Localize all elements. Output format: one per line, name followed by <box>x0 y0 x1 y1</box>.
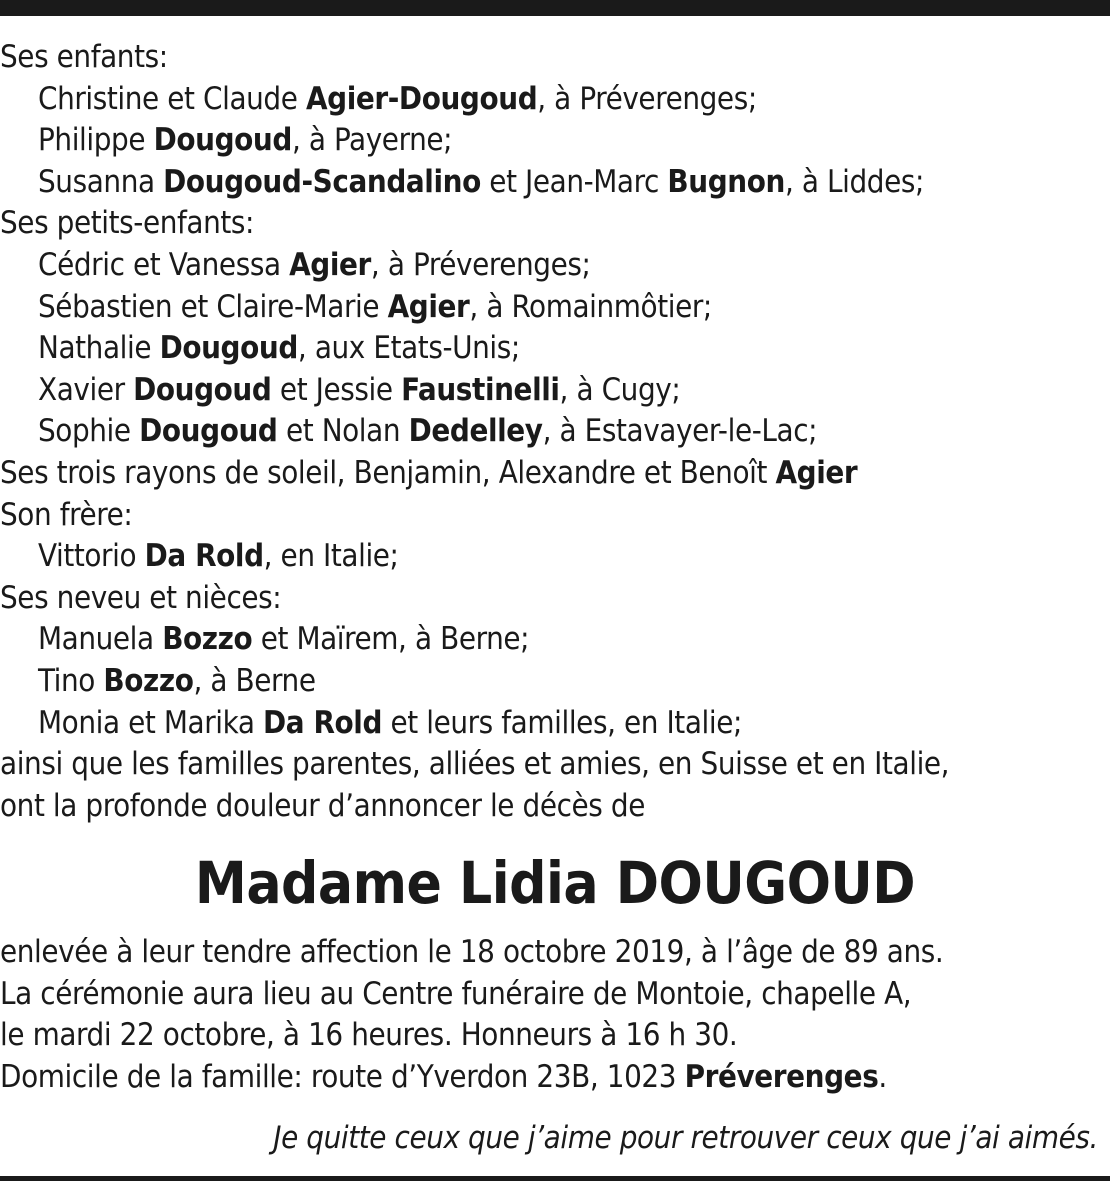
place-name: Préverenges <box>684 1058 879 1095</box>
text-fragment: Monia et Marika <box>38 704 263 741</box>
family-line <box>0 370 1110 412</box>
family-line <box>0 578 1110 620</box>
surname: Dougoud <box>159 330 298 367</box>
text-fragment: , à Cugy; <box>559 371 681 408</box>
family-line <box>0 79 1110 121</box>
surname: Da Rold <box>144 538 264 575</box>
surname: Agier <box>289 246 371 283</box>
text-fragment: , à Liddes; <box>784 163 925 200</box>
family-list <box>0 37 1110 827</box>
family-line <box>0 786 1110 828</box>
text-fragment: , aux Etats-Unis; <box>297 330 520 367</box>
family-line <box>0 619 1110 661</box>
text-fragment: Tino <box>38 662 104 699</box>
text-fragment: Philippe <box>38 122 154 159</box>
family-line <box>0 703 1110 745</box>
text-fragment: , à Estavayer-le-Lac; <box>542 413 818 450</box>
text-fragment: Manuela <box>38 621 163 658</box>
text-fragment: enlevée à leur tendre affection le 18 octobre 2019, à l’âge de 89 ans. <box>0 934 944 970</box>
text-fragment: Ses enfants: <box>0 39 168 75</box>
text-fragment: Cédric et Vanessa <box>38 246 290 283</box>
text-fragment: , à Berne <box>193 662 316 699</box>
family-line <box>0 536 1110 578</box>
family-line <box>0 37 1110 79</box>
surname: Agier <box>387 288 470 325</box>
family-line <box>0 328 1110 370</box>
surname: Bozzo <box>103 662 194 699</box>
surname: Agier <box>775 454 858 491</box>
family-line <box>0 495 1110 537</box>
text-fragment: , à Payerne; <box>291 122 453 159</box>
text-fragment: La cérémonie aura lieu au Centre funéraire de Montoie, chapelle A, <box>0 975 912 1012</box>
text-fragment: Christine et Claude <box>38 80 306 117</box>
family-line <box>0 744 1110 786</box>
text-fragment: , en Italie; <box>263 538 399 575</box>
closing-quote: Je quitte ceux que j’aime pour retrouver ceux que j’ai aimés. <box>273 1120 1098 1156</box>
surname: Bugnon <box>667 163 785 200</box>
family-line <box>0 203 1110 245</box>
surname: Faustinelli <box>401 371 560 408</box>
text-fragment: ainsi que les familles parentes, alliées et amies, en Suisse et en Italie, <box>0 746 950 783</box>
top-rule <box>0 0 1110 16</box>
ceremony-details <box>0 932 1110 1098</box>
detail-line <box>0 932 1110 974</box>
surname: Da Rold <box>262 704 383 741</box>
text-fragment: , à Romainmôtier; <box>469 288 712 325</box>
surname: Dougoud <box>139 413 278 450</box>
family-line <box>0 120 1110 162</box>
family-line <box>0 453 1110 495</box>
deceased-name: Madame Lidia DOUGOUD <box>194 849 916 917</box>
text-fragment: et leurs familles, en Italie; <box>382 704 742 741</box>
surname: Dougoud <box>153 122 292 159</box>
text-fragment: Son frère: <box>0 496 133 533</box>
text-fragment: et Jean-Marc <box>480 163 668 200</box>
family-line <box>0 287 1110 329</box>
detail-line <box>0 1015 1110 1057</box>
detail-line <box>0 1057 1110 1099</box>
text-fragment: le mardi 22 octobre, à 16 heures. Honneurs à 16 h 30. <box>0 1017 738 1054</box>
text-fragment: , à Préverenges; <box>537 80 757 117</box>
text-fragment: et Maïrem, à Berne; <box>252 621 530 658</box>
text-fragment: Sébastien et Claire-Marie <box>38 288 388 325</box>
surname: Dedelley <box>408 413 543 450</box>
family-line <box>0 411 1110 453</box>
family-line <box>0 245 1110 287</box>
text-fragment: Susanna <box>38 163 164 200</box>
text-fragment: et Jessie <box>271 371 402 408</box>
text-fragment: Domicile de la famille: route d’Yverdon 23B, 1023 <box>0 1058 685 1095</box>
text-fragment: Nathalie <box>38 330 160 367</box>
text-fragment: Vittorio <box>38 538 145 575</box>
surname: Bozzo <box>162 621 253 658</box>
bottom-rule <box>0 1176 1110 1181</box>
surname: Dougoud-Scandalino <box>163 163 481 200</box>
text-fragment: . <box>878 1058 887 1095</box>
text-fragment: Ses trois rayons de soleil, Benjamin, Alexandre et Benoît <box>0 454 776 491</box>
text-fragment: et Nolan <box>277 413 409 450</box>
text-fragment: Sophie <box>38 413 140 450</box>
text-fragment: ont la profonde douleur d’annoncer le décès de <box>0 787 645 824</box>
surname: Agier-Dougoud <box>305 80 538 117</box>
detail-line <box>0 974 1110 1016</box>
family-line <box>0 661 1110 703</box>
text-fragment: Ses petits-enfants: <box>0 205 255 242</box>
family-line <box>0 162 1110 204</box>
text-fragment: , à Préverenges; <box>370 246 591 283</box>
surname: Dougoud <box>133 371 272 408</box>
text-fragment: Xavier <box>38 371 134 408</box>
text-fragment: Ses neveu et nièces: <box>0 579 282 616</box>
